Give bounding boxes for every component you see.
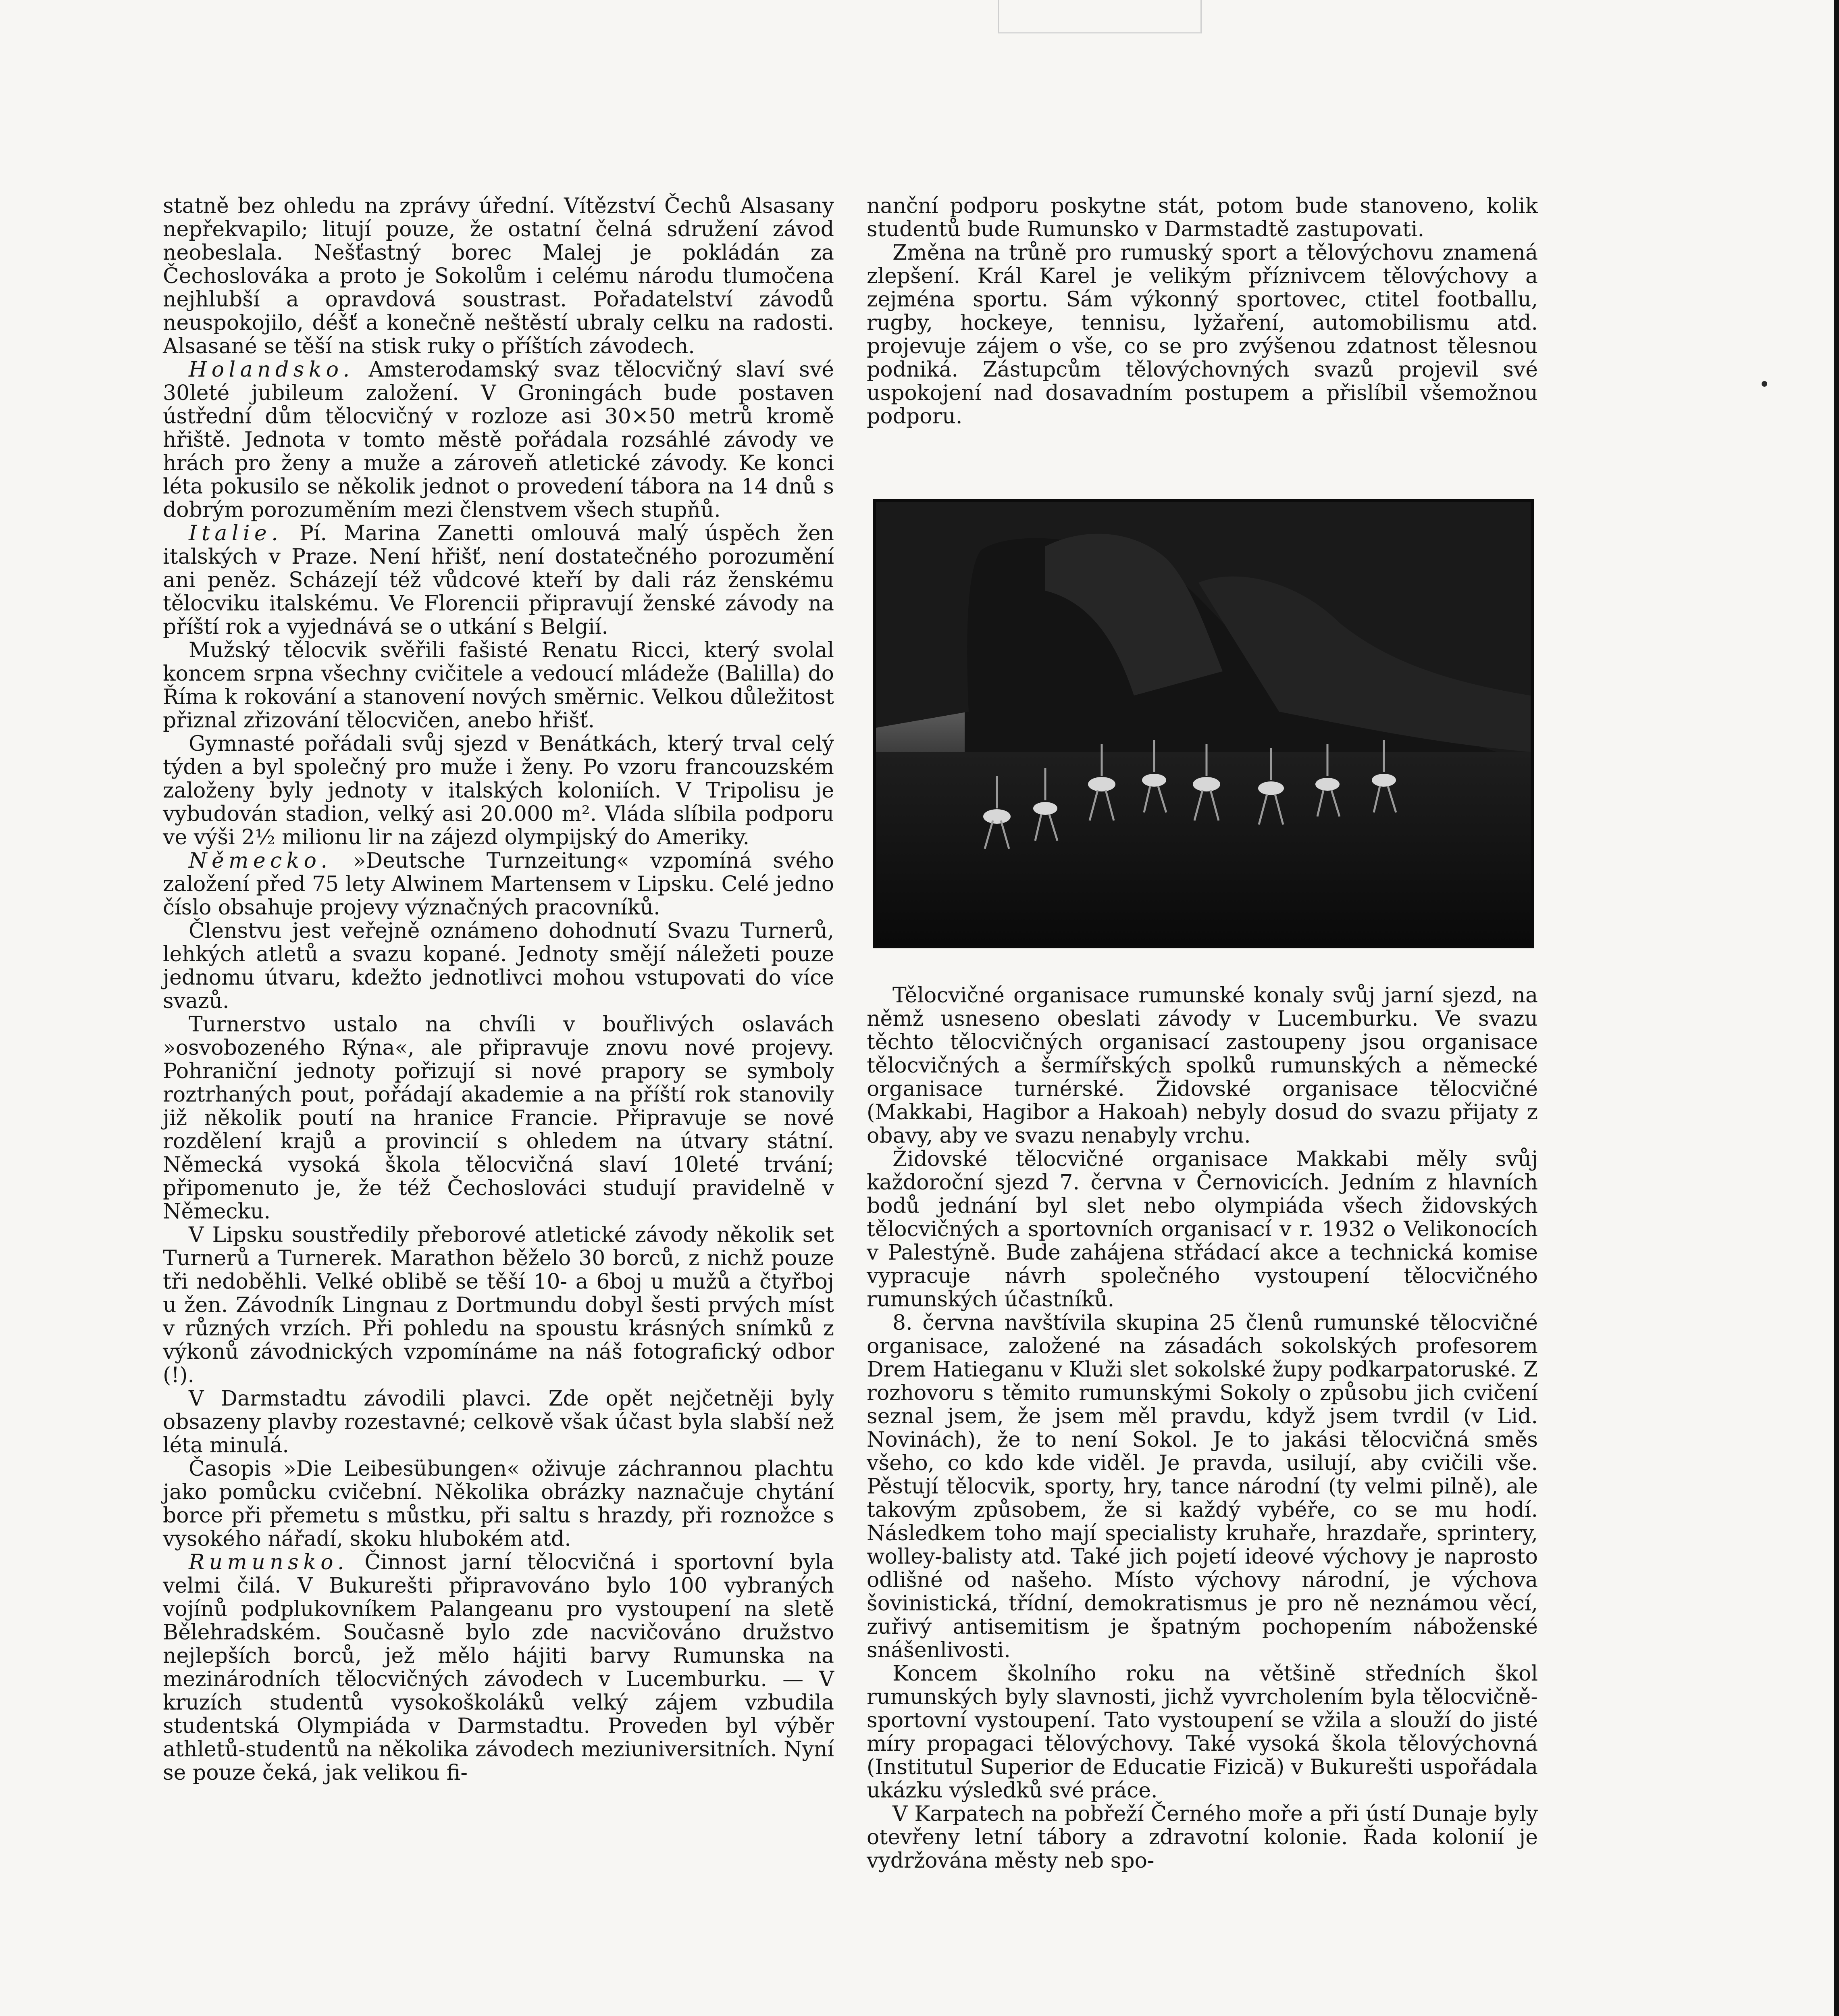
paragraph-text: Časopis »Die Leibesübungen« oživuje záchrannou plachtu jako pomůcku cvičební. Několika obrázky naznačuje chytání borce při přemetu s můstku, při saltu s hrazdy, při roznožce s vysokého nářadí, skoku hlubokém atd. [163,1457,834,1551]
paragraph [867,1148,1538,1311]
paragraph-text: »Deutsche Turnzeitung« vzpomíná svého založení před 75 lety Alwinem Martensem v Lipsku. Celé jedno číslo obsahuje projevy význačných pracovníků. [163,849,834,920]
paragraph [163,1551,834,1785]
paragraph [163,849,834,919]
paragraph [163,919,834,1013]
paragraph [163,194,834,358]
paragraph [163,522,834,639]
paragraph-text: V Darmstadtu závodili plavci. Zde opět nejčetněji byly obsazeny plavby rozestavné; celkově však účast byla slabší než léta minulá. [163,1387,834,1458]
paragraph-text: Židovské tělocvičné organisace Makkabi měly svůj každoroční sjezd 7. června v Černovicích. Jedním z hlavních bodů jednání byl slet nebo olympiáda všech židovských tělocvičných a sportovních organisací v r. 1932 o Velikonocích v Palestýně. Bude zahájena střádací akce a technická komise vypracuje návrh společného vystoupení tělocvičného rumunských účastníků. [867,1147,1538,1312]
photo-image [876,502,1531,945]
paragraph-text: nanční podporu poskytne stát, potom bude stanoveno, kolik studentů bude Rumunsko v Darmstadtě zastupovati. [867,194,1538,242]
paragraph [163,358,834,522]
paragraph [163,1223,834,1387]
paragraph [163,1387,834,1457]
paragraph-text: V Lipsku soustředily přeborové atletické závody několik set Turnerů a Turnerek. Marathon běželo 30 borců, z nichž pouze tři nedoběhli. Velké oblibě se těší 10- a 6boj u mužů a čtyřboj u žen. Závodník Lingnau z Dortmundu dobyl šesti prvých míst v různých vrzích. Při pohledu na spoustu krásných snímků z výkonů závodnických vzpomínáme na náš fotografický odbor (!). [163,1223,834,1387]
paragraph-text: 8. června navštívila skupina 25 členů rumunské tělocvičné organisace, založené na zásadách sokolských profesorem Drem Hatieganu v Kluži slet sokolské župy podkarpatoruské. Z rozhovoru s těmito rumunskými Sokoly o způsobu jich cvičení seznal jsem, že jsem měl pravdu, když jsem tvrdil (v Lid. Novinách), že to není Sokol. Je to jakási tělocvičná směs všeho, co kdo kde viděl. Je pravda, usilují, aby cvičili vše. Pěstují tělocvik, sporty, hry, tance národní (ty velmi pilně), ale takovým způsobem, že si každý vybéře, co se mu hodí. Následkem toho mají specialisty kruhaře, hrazdaře, sprintery, wolley-balisty atd. Také jich pojetí ideové výchovy je naprosto odlišné od našeho. Místo výchovy národní, je výchova šovinistická, třídní, demokratismus je pro ně neznámou věcí, zuřivý antisemitism je špatným pochopením náboženské snášenlivosti. [867,1311,1538,1662]
paragraph [867,241,1538,428]
paragraph-text: statně bez ohledu na zprávy úřední. Vítězství Čechů Alsasany nepřekvapilo; litují pouze, že ostatní čelná sdružení závod neobeslala. Nešťastný borec Malej je pokládán za Čechoslováka a proto je Sokolům i celému národu tlumočena nejhlubší a opravdová soustrast. Pořadatelství závodů neuspokojilo, déšť a konečně neštěstí ubraly celku na radosti. Alsasané se těší na stisk ruky o příštích závodech. [163,194,834,358]
paragraph-text: Amsterodamský svaz tělocvičný slaví své 30leté jubileum založení. V Groningách bude postaven ústřední dům tělocvičný v rozloze asi 30×50 metrů kromě hřiště. Jednota v tomto městě pořádala rozsáhlé závody ve hrách pro ženy a muže a zároveň atletické závody. Ke konci léta pokusilo se několik jednot o provedení tábora na 14 dnů s dobrým porozuměním mezi členstvem všech stupňů. [163,358,834,522]
paragraph-text: Koncem školního roku na většině středních škol rumunských byly slavnosti, jichž vyvrcholením byla tělocvičně-sportovní vystoupení. Tato vystoupení se vžila a slouží do jisté míry propagaci tělovýchovy. Také vysoká škola tělovýchovná (Institutul Superior de Educatie Fizică) v Bukurešti uspořádala ukázku výsledků své práce. [867,1662,1538,1803]
paragraph-text: V Karpatech na pobřeží Černého moře a při ústí Dunaje byly otevřeny letní tábory a zdravotní kolonie. Řada kolonií je vydržována městy neb spo- [867,1802,1538,1873]
left-text-column [163,194,834,1785]
paragraph-text: Pí. Marina Zanetti omlouvá malý úspěch žen italských v Praze. Není hřišť, není dostatečného porozumění ani peněz. Scházejí též vůdcové kteří by dali ráz ženskému tělocviku italskému. Ve Florencii připravují ženské závody na příští rok a vyjednává se o utkání s Belgií. [163,521,834,639]
paragraph-text: Turnerstvo ustalo na chvíli v bouřlivých oslavách »osvobozeného Rýna«, ale připravuje znovu nové projevy. Pohraniční jednoty pořizují si nové prapory se symboly roztrhaných pout, pořádají akademie a na příští rok stanovily již několik poutí na hranice Francie. Připravuje se nové rozdělení krajů a provincií s ohledem na útvary státní. Německá vysoká škola tělocvičná slaví 10leté trvání; připomenuto je, že též Čechoslováci studují pravidelně v Německu. [163,1012,834,1224]
paragraph [867,1662,1538,1802]
paragraph [867,984,1538,1148]
photograph-gymnasts-outdoor [873,499,1534,948]
margin-speck [1762,381,1767,387]
paragraph [163,639,834,732]
paragraph [867,1311,1538,1662]
paragraph-text: Gymnasté pořádali svůj sjezd v Benátkách, který trval celý týden a byl společný pro muže i ženy. Po vzoru francouzském založeny byly jednoty v italských koloniích. V Tripolisu je vybudován stadion, velký asi 20.000 m². Vláda slíbila podporu ve výši 2½ milionu lir na zájezd olympijský do Ameriky. [163,732,834,850]
section-lead: Rumunsko. [189,1550,349,1574]
paragraph [163,1013,834,1223]
paragraph-text: Členstvu jest veřejně oznámeno dohodnutí Svazu Turnerů, lehkých atletů a svazu kopané. Jednoty smějí náležeti pouze jednomu útvaru, kdežto jednotlivci mohou vstupovati do více svazů. [163,919,834,1013]
paragraph-text: Tělocvičné organisace rumunské konaly svůj jarní sjezd, na němž usneseno obeslati závody v Lucemburku. Ve svazu těchto tělocvičných organisací zastoupeny jsou organisace tělocvičných a šermířských spolků rumunských a německé organisace turnérské. Židovské organisace tělocvičné (Makkabi, Hagibor a Hakoah) nebyly dosud do svazu přijaty z obavy, aby ve svazu nenabyly vrchu. [867,983,1538,1148]
section-lead: Německo. [189,849,332,873]
paragraph-text: Činnost jarní tělocvičná i sportovní byla velmi čilá. V Bukurešti připravováno bylo 100 vybraných vojínů podplukovníkem Palangeanu pro vystoupení na sletě Bělehradském. Současně bylo zde nacvičováno družstvo nejlepších borců, jež mělo hájiti barvy Rumunska na mezinárodních tělocvičných závodech v Lucemburku. — V kruzích studentů vysokoškoláků velký zájem vzbudila studentská Olympiáda v Darmstadtu. Proveden byl výběr athletů-studentů na několika závodech meziuniversitních. Nyní se pouze čeká, jak velikou fi- [163,1550,834,1785]
scan-edge-right [1834,0,1839,2016]
paragraph-text: Změna na trůně pro rumuský sport a tělovýchovu znamená zlepšení. Král Karel je velikým příznivcem tělovýchovy a zejména sportu. Sám výkonný sportovec, ctitel footballu, rugby, hockeye, tennisu, lyžaření, automobilismu atd. projevuje zájem o vše, co se pro zvýšenou zdatnost tělesnou podniká. Zástupcům tělovýchovných svazů projevil své uspokojení nad dosavadním postupem a přislíbil všemožnou podporu. [867,241,1538,429]
paragraph [163,732,834,849]
paragraph [867,194,1538,241]
section-lead: Holandsko. [189,358,354,382]
scan-mark [998,0,1202,33]
section-lead: Italie. [189,521,283,546]
paragraph-text: Mužský tělocvik svěřili fašisté Renatu Ricci, který svolal koncem srpna všechny cvičitele a vedoucí mládeže (Balilla) do Říma k rokování a stanovení nových směrnic. Velkou důležitost přiznal zřizování tělocvičen, anebo hřišť. [163,638,834,733]
right-text-column-bottom [867,984,1538,1872]
paragraph [163,1457,834,1551]
right-text-column-top [867,194,1538,428]
paragraph [867,1802,1538,1872]
